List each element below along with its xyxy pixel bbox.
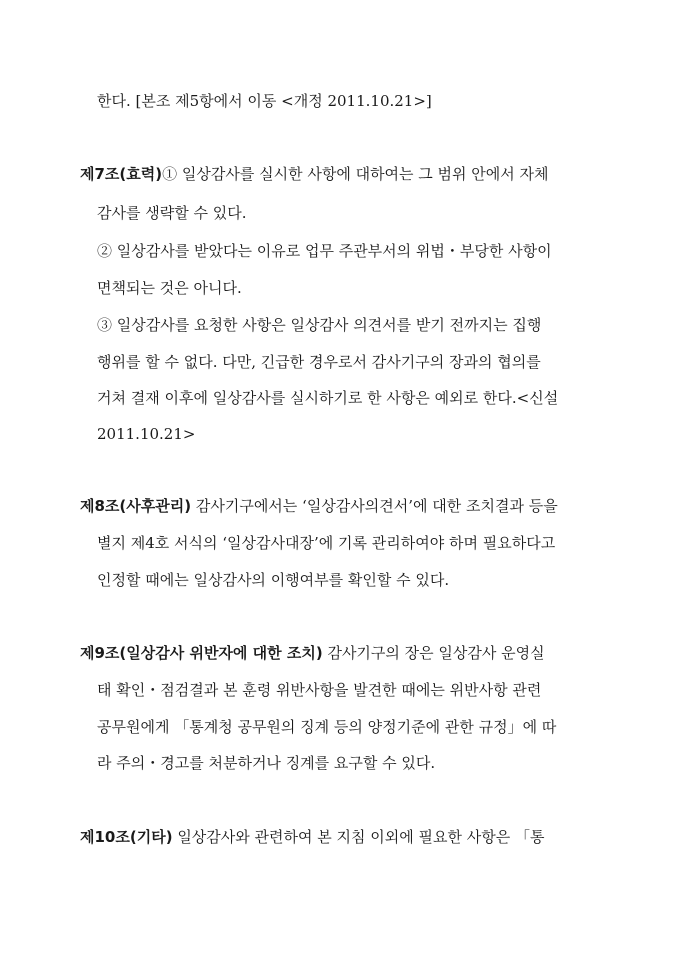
article10-line-1 <box>80 827 544 847</box>
article9-line-1 <box>80 643 545 663</box>
article9-line-4: 라 주의・경고를 처분하거나 징계를 요구할 수 있다. <box>97 754 436 772</box>
article7-line-1 <box>80 164 549 184</box>
article7-line-7: 거쳐 결재 이후에 일상감사를 실시하기로 한 사항은 예외로 한다.<신설 <box>97 389 559 407</box>
article8-heading: 제8조(사후관리) <box>80 497 192 515</box>
article7-line-6: 행위를 할 수 없다. 다만, 긴급한 경우로서 감사기구의 장과의 협의를 <box>97 353 541 371</box>
article9-line-3: 공무원에게 「통계청 공무원의 징계 등의 양정기준에 관한 규정」에 따 <box>97 718 557 736</box>
article8-line-3: 인정할 때에는 일상감사의 이행여부를 확인할 수 있다. <box>97 571 450 589</box>
article8-text-1: 감사기구에서는 ‘일상감사의견서’에 대한 조치결과 등을 <box>191 497 558 515</box>
article10-text-1: 일상감사와 관련하여 본 지침 이외에 필요한 사항은 「통 <box>172 828 545 846</box>
article7-line-5: ③ 일상감사를 요청한 사항은 일상감사 의견서를 받기 전까지는 집행 <box>97 316 542 334</box>
article7-line-3: ② 일상감사를 받았다는 이유로 업무 주관부서의 위법・부당한 사항이 <box>97 242 552 260</box>
article7-text-1: ① 일상감사를 실시한 사항에 대하여는 그 범위 안에서 자체 <box>162 165 549 183</box>
article9-line-2: 태 확인・점검결과 본 훈령 위반사항을 발견한 때에는 위반사항 관련 <box>97 681 542 699</box>
article7-heading: 제7조(효력) <box>80 165 163 183</box>
article7-line-8: 2011.10.21> <box>97 425 196 443</box>
intro-line: 한다. [본조 제5항에서 이동 <개정 2011.10.21>] <box>97 92 432 110</box>
article8-line-1 <box>80 496 558 516</box>
article10-heading: 제10조(기타) <box>80 828 173 846</box>
article9-text-1: 감사기구의 장은 일상감사 운영실 <box>322 644 545 662</box>
article7-line-2: 감사를 생략할 수 있다. <box>97 204 247 222</box>
article8-line-2: 별지 제4호 서식의 ‘일상감사대장’에 기록 관리하여야 하며 필요하다고 <box>97 534 556 552</box>
article9-heading: 제9조(일상감사 위반자에 대한 조치) <box>80 644 323 662</box>
article7-line-4: 면책되는 것은 아니다. <box>97 279 242 297</box>
